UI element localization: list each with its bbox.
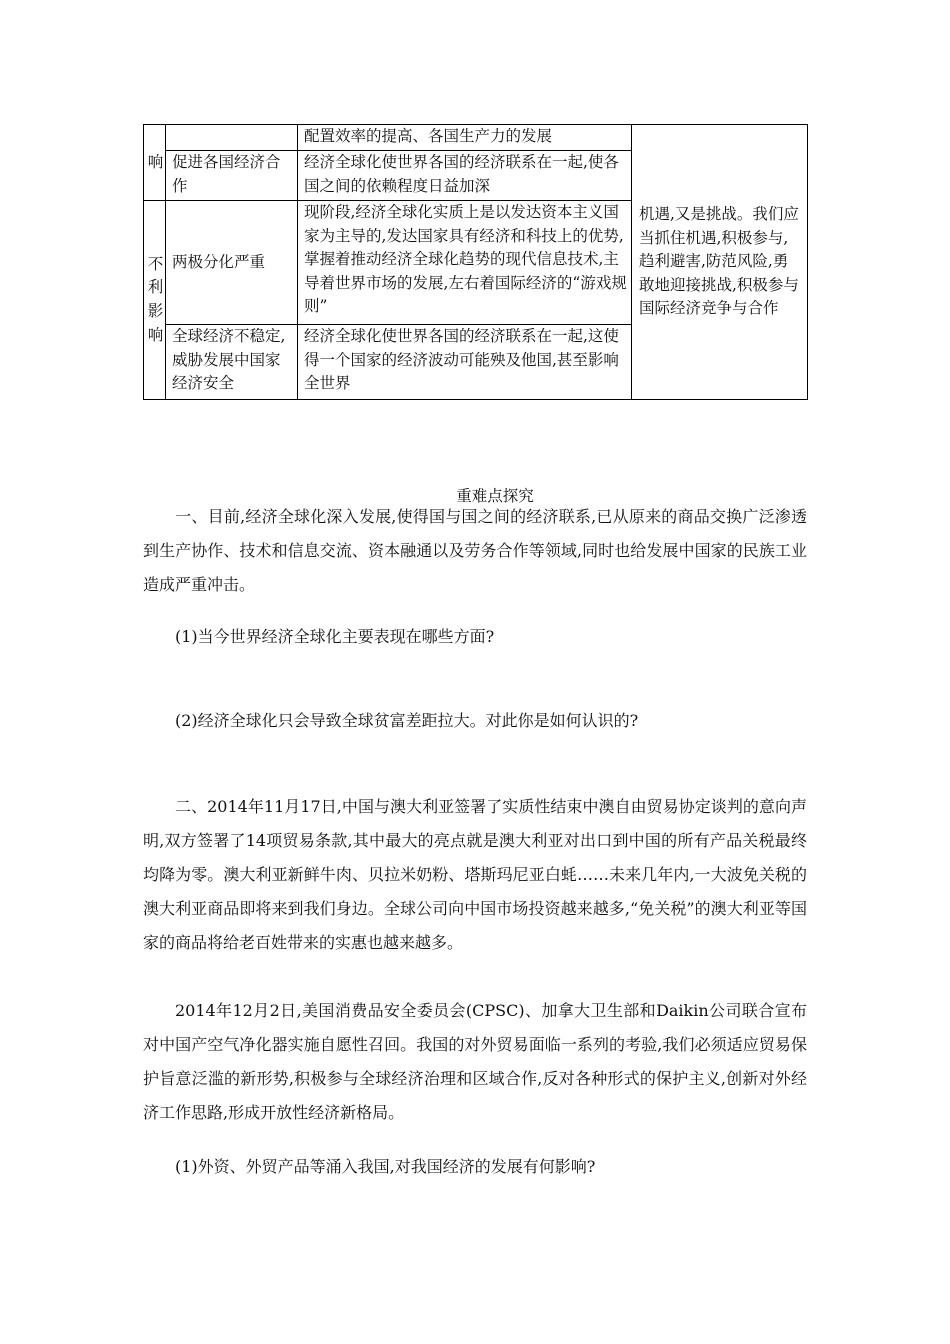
table-conclusion: 机遇,又是挑战。我们应当抓住机遇,积极参与,趋利避害,防范风险,勇敢地迎接挑战,积极参与国际经济竞争与合作 [632,125,808,400]
section-title: 重难点探究 [456,487,534,505]
q1-sub2: (2)经济全球化只会导致全球贫富差距拉大。对此你是如何认识的? [175,711,639,730]
table-cell-item [166,125,298,151]
q2-para1: 二、2014年11月17日,中国与澳大利亚签署了实质性结束中澳自由贸易协定谈判的意向声明,双方签署了14项贸易条款,其中最大的亮点就是澳大利亚对出口到中国的所有产品关税最终均降为零。澳大利亚新鲜牛肉、贝拉米奶粉、塔斯玛尼亚白蚝……未来几年内,一大波免关税的澳大利亚商品即将来到我们身边。全球公司向中国市场投资越来越多,“免关税”的澳大利亚等国家的商品将给老百姓带来的实惠也越来越多。 [143,797,807,952]
table-row-label: 不利影响 [144,201,166,400]
table-cell-desc: 现阶段,经济全球化实质上是以发达资本主义国家为主导的,发达国家具有经济和科技上的优势,掌握着推动经济全球化趋势的现代信息技术,主导着世界市场的发展,左右着国际经济的“游戏规则” [298,201,632,325]
table-cell-item: 促进各国经济合作 [166,151,298,201]
q2-para2: 2014年12月2日,美国消费品安全委员会(CPSC)、加拿大卫生部和Daikin公司联合宣布对中国产空气净化器实施自愿性召回。我国的对外贸易面临一系列的考验,我们必须适应贸易保护旨意泛滥的新形势,积极参与全球经济治理和区域合作,反对各种形式的保护主义,创新对外经济工作思路,形成开放性经济新格局。 [143,1001,807,1122]
q1-sub1: (1)当今世界经济全球化主要表现在哪些方面? [175,627,495,646]
table-cell-item: 全球经济不稳定,威胁发展中国家经济安全 [166,325,298,400]
knowledge-table [143,124,808,400]
table-row-label: 响 [144,125,166,201]
table-cell-desc: 配置效率的提高、各国生产力的发展 [298,125,632,151]
table-cell-item: 两极分化严重 [166,201,298,325]
q2-sub1: (1)外资、外贸产品等涌入我国,对我国经济的发展有何影响? [175,1157,596,1176]
table-cell-desc: 经济全球化使世界各国的经济联系在一起,使各国之间的依赖程度日益加深 [298,151,632,201]
q1-intro: 一、目前,经济全球化深入发展,使得国与国之间的经济联系,已从原来的商品交换广泛渗透到生产协作、技术和信息交流、资本融通以及劳务合作等领域,同时也给发展中国家的民族工业造成严重冲击。 [143,507,807,594]
table-cell-desc: 经济全球化使世界各国的经济联系在一起,这使得一个国家的经济波动可能殃及他国,甚至影响全世界 [298,325,632,400]
